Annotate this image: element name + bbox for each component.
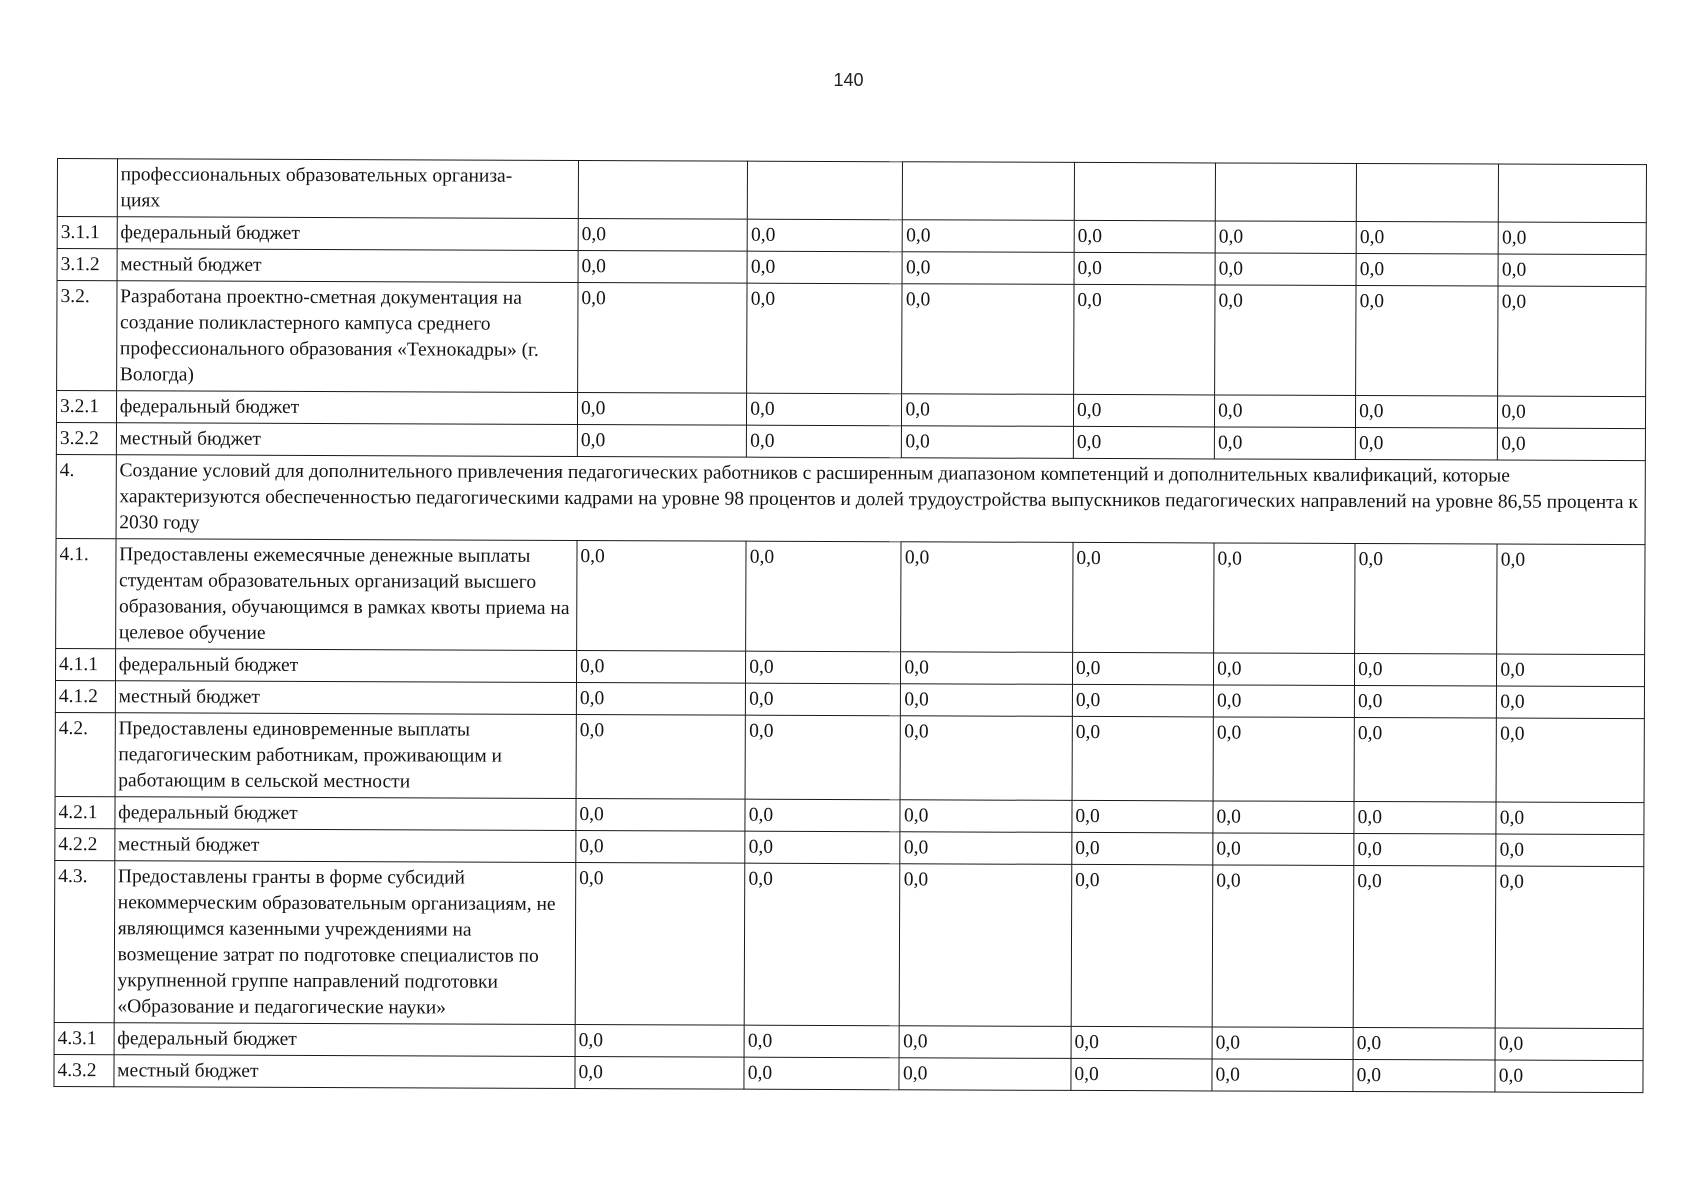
amount-cell: 0,0	[746, 541, 902, 652]
amount-cell: 0,0	[1495, 1028, 1643, 1061]
amount-cell: 0,0	[900, 800, 1072, 833]
row-description: федеральный бюджет	[117, 217, 578, 251]
amount-cell: 0,0	[1072, 800, 1213, 833]
budget-table	[53, 158, 1647, 1093]
amount-cell: 0,0	[901, 716, 1073, 801]
amount-cell: 0,0	[902, 394, 1074, 427]
amount-cell: 0,0	[1215, 395, 1356, 428]
amount-cell	[1215, 163, 1356, 222]
row-description: местный бюджет	[117, 249, 578, 283]
amount-cell: 0,0	[1495, 866, 1643, 1029]
amount-cell: 0,0	[1212, 865, 1354, 1028]
table-row	[54, 860, 1644, 1028]
amount-cell: 0,0	[1073, 542, 1215, 653]
table-body	[54, 159, 1647, 1093]
row-description: федеральный бюджет	[115, 649, 576, 683]
amount-cell: 0,0	[1074, 220, 1215, 253]
row-description: федеральный бюджет	[114, 1023, 575, 1057]
amount-cell: 0,0	[747, 219, 902, 252]
amount-cell: 0,0	[1213, 717, 1354, 802]
amount-cell: 0,0	[1214, 653, 1355, 686]
section-title: Создание условий для дополнительного привлечения педагогических работников с расширенным диапазоном компетенций и дополнительных квалификаций, которые характеризуются обеспеченностью педагогическими кадрами на уровне 98 процентов и долей трудоустройства выпускников педагогических направлений на уровне 86,55 процента к 2030 году	[116, 455, 1646, 545]
amount-cell: 0,0	[747, 425, 902, 458]
row-number: 3.1.1	[57, 217, 117, 249]
amount-cell: 0,0	[1214, 543, 1356, 654]
amount-cell: 0,0	[1353, 865, 1496, 1028]
amount-cell: 0,0	[575, 1024, 744, 1057]
amount-cell: 0,0	[1072, 684, 1213, 717]
amount-cell: 0,0	[577, 425, 746, 458]
amount-cell: 0,0	[899, 1058, 1071, 1091]
amount-cell: 0,0	[745, 715, 901, 800]
amount-cell: 0,0	[900, 1026, 1072, 1059]
amount-cell: 0,0	[902, 284, 1074, 395]
amount-cell: 0,0	[578, 219, 747, 252]
amount-cell: 0,0	[903, 220, 1075, 253]
amount-cell: 0,0	[1212, 1059, 1353, 1092]
amount-cell: 0,0	[746, 651, 901, 684]
amount-cell: 0,0	[1496, 834, 1644, 867]
amount-cell: 0,0	[1354, 801, 1496, 834]
row-number: 4.2.	[55, 712, 115, 796]
amount-cell: 0,0	[1215, 285, 1357, 396]
table-row	[55, 712, 1644, 802]
row-description: Предоставлены гранты в форме субсидий некоммерческим образовательным организациям, не являющимся казенными учреждениями на возмещение затрат по подготовке специалистов по укрупненной группе направлений подготовки «Образование и педагогические науки»	[114, 861, 576, 1025]
amount-cell: 0,0	[576, 830, 745, 863]
amount-cell: 0,0	[1497, 544, 1645, 655]
amount-cell: 0,0	[746, 683, 901, 716]
amount-cell: 0,0	[578, 283, 748, 394]
amount-cell: 0,0	[1071, 864, 1213, 1027]
amount-cell: 0,0	[578, 251, 747, 284]
row-number: 3.2.1	[56, 391, 116, 423]
amount-cell: 0,0	[1073, 394, 1214, 427]
amount-cell	[748, 161, 903, 220]
row-description: местный бюджет	[114, 1055, 575, 1089]
amount-cell: 0,0	[1498, 396, 1646, 429]
amount-cell: 0,0	[1213, 801, 1354, 834]
amount-cell: 0,0	[1213, 833, 1354, 866]
amount-cell: 0,0	[1355, 653, 1497, 686]
amount-cell: 0,0	[900, 832, 1072, 865]
amount-cell: 0,0	[1354, 717, 1496, 802]
page-number: 140	[833, 70, 864, 90]
amount-cell: 0,0	[744, 1025, 899, 1058]
amount-cell: 0,0	[1074, 252, 1215, 285]
amount-cell: 0,0	[1215, 253, 1356, 286]
amount-cell: 0,0	[745, 831, 900, 864]
amount-cell: 0,0	[902, 426, 1074, 459]
table-row	[54, 1054, 1643, 1092]
amount-cell: 0,0	[1356, 221, 1498, 254]
amount-cell: 0,0	[1356, 427, 1498, 460]
amount-cell: 0,0	[1498, 286, 1646, 397]
row-number: 4.2.1	[55, 796, 115, 828]
row-description: местный бюджет	[114, 829, 575, 863]
amount-cell: 0,0	[1072, 716, 1213, 801]
amount-cell	[578, 161, 748, 220]
amount-cell: 0,0	[901, 542, 1073, 653]
table-row	[57, 159, 1646, 223]
amount-cell: 0,0	[1071, 1026, 1212, 1059]
amount-cell: 0,0	[744, 863, 900, 1026]
budget-table-sheet	[53, 158, 1647, 1093]
row-number	[57, 159, 117, 217]
amount-cell: 0,0	[575, 862, 745, 1025]
row-number: 3.1.2	[57, 249, 117, 281]
row-description: Предоставлены единовременные выплаты педагогическим работникам, проживающим и работающим в сельской местности	[115, 713, 577, 799]
amount-cell: 0,0	[1073, 426, 1214, 459]
amount-cell: 0,0	[1497, 686, 1645, 719]
amount-cell: 0,0	[1496, 718, 1644, 803]
row-number: 4.2.2	[55, 828, 115, 860]
amount-cell: 0,0	[903, 252, 1075, 285]
row-number: 4.1.	[56, 538, 116, 648]
amount-cell: 0,0	[1498, 254, 1646, 287]
row-description: федеральный бюджет	[115, 797, 576, 831]
amount-cell: 0,0	[576, 714, 746, 799]
amount-cell: 0,0	[1498, 222, 1646, 255]
amount-cell: 0,0	[900, 864, 1072, 1027]
row-number: 4.3.	[54, 860, 114, 1022]
amount-cell: 0,0	[1353, 1027, 1495, 1060]
amount-cell: 0,0	[1074, 284, 1216, 395]
amount-cell: 0,0	[577, 393, 746, 426]
row-description: Разработана проектно-сметная документация на создание поликластерного кампуса среднего профессионального образования «Технокадры» (г. Вологда)	[116, 281, 578, 393]
amount-cell: 0,0	[1495, 1060, 1643, 1093]
amount-cell: 0,0	[1071, 1058, 1212, 1091]
amount-cell: 0,0	[901, 652, 1073, 685]
amount-cell: 0,0	[577, 540, 747, 651]
row-number: 4.3.1	[54, 1022, 114, 1054]
row-description: Предоставлены ежемесячные денежные выплаты студентам образовательных организаций высшего образования, обучающимся в рамках квоты приема на целевое обучение	[115, 539, 577, 651]
amount-cell: 0,0	[1072, 832, 1213, 865]
amount-cell: 0,0	[1213, 685, 1354, 718]
amount-cell	[1074, 162, 1215, 221]
amount-cell: 0,0	[1496, 802, 1644, 835]
amount-cell	[1499, 164, 1647, 223]
row-description: местный бюджет	[115, 681, 576, 715]
amount-cell: 0,0	[747, 393, 902, 426]
row-number: 3.2.	[57, 281, 117, 391]
amount-cell: 0,0	[745, 799, 900, 832]
row-number: 3.2.2	[56, 422, 116, 454]
amount-cell: 0,0	[747, 283, 903, 394]
amount-cell: 0,0	[1214, 427, 1355, 460]
amount-cell: 0,0	[1355, 685, 1497, 718]
amount-cell: 0,0	[1356, 253, 1498, 286]
row-description: профессиональных образовательных организа- циях	[117, 159, 579, 219]
row-description: федеральный бюджет	[116, 391, 577, 425]
amount-cell: 0,0	[576, 650, 745, 683]
amount-cell: 0,0	[576, 798, 745, 831]
amount-cell: 0,0	[1353, 1059, 1495, 1092]
amount-cell: 0,0	[901, 684, 1073, 717]
amount-cell: 0,0	[747, 251, 902, 284]
row-number: 4.1.1	[55, 648, 115, 680]
row-number: 4.1.2	[55, 680, 115, 712]
section-row	[56, 454, 1645, 544]
table-row	[57, 281, 1646, 397]
row-number: 4.	[56, 454, 116, 538]
amount-cell: 0,0	[744, 1057, 899, 1090]
amount-cell: 0,0	[575, 1056, 744, 1089]
amount-cell	[903, 162, 1075, 221]
amount-cell	[1356, 163, 1498, 222]
amount-cell: 0,0	[1215, 221, 1356, 254]
amount-cell: 0,0	[576, 682, 745, 715]
amount-cell: 0,0	[1355, 543, 1498, 654]
amount-cell: 0,0	[1212, 1027, 1353, 1060]
amount-cell: 0,0	[1356, 285, 1499, 396]
table-row	[56, 538, 1645, 654]
amount-cell: 0,0	[1356, 395, 1498, 428]
amount-cell: 0,0	[1354, 833, 1496, 866]
amount-cell: 0,0	[1498, 428, 1646, 461]
amount-cell: 0,0	[1072, 652, 1213, 685]
row-number: 4.3.2	[54, 1054, 114, 1086]
amount-cell: 0,0	[1497, 654, 1645, 687]
row-description: местный бюджет	[116, 423, 577, 457]
